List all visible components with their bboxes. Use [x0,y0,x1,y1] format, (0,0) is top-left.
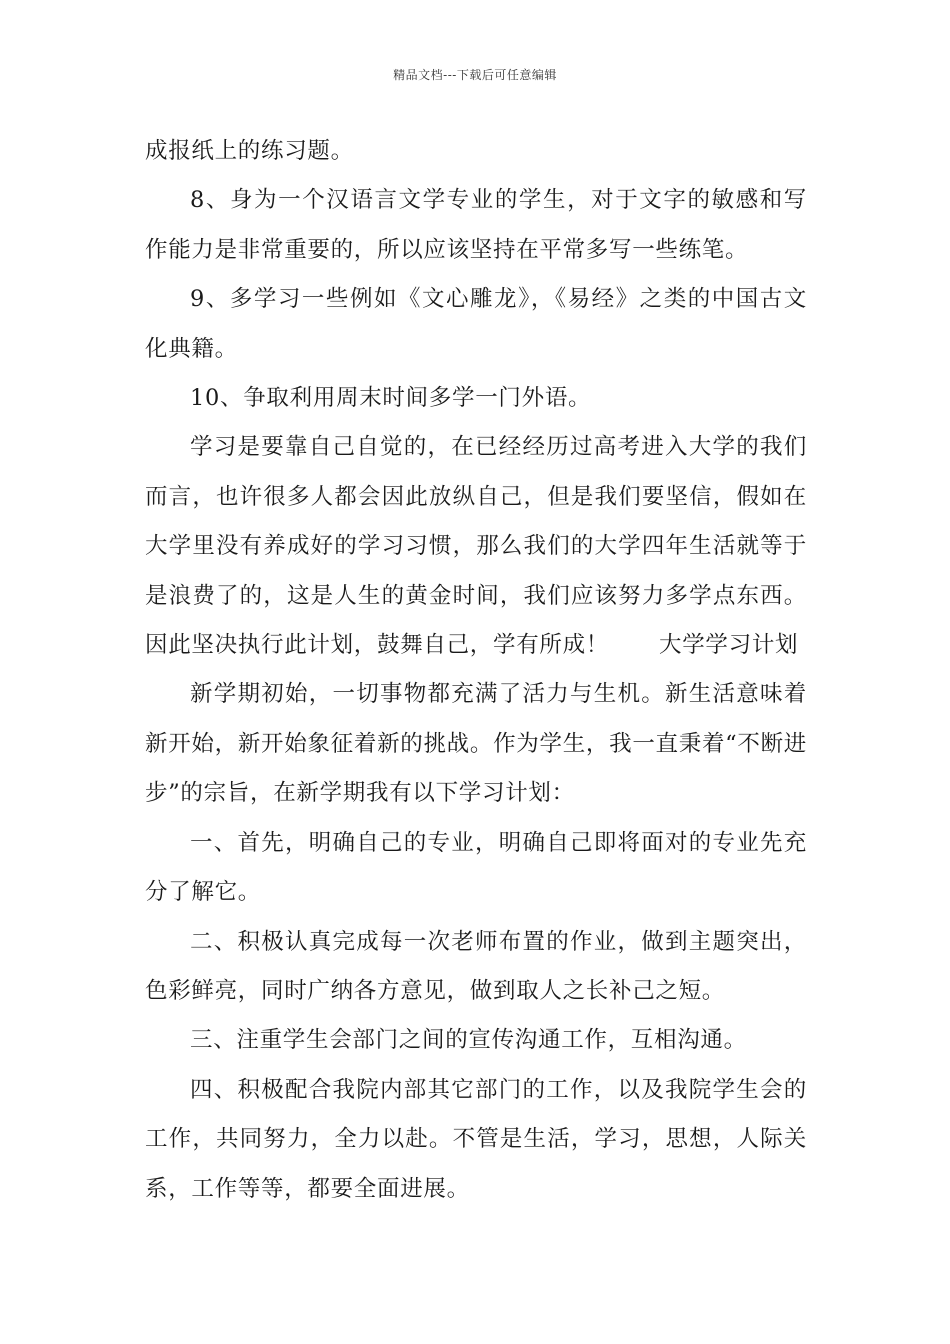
paragraph-plan-2: 二、积极认真完成每一次老师布置的作业，做到主题突出，色彩鲜亮，同时广纳各方意见，做到取人之长补己之短。 [145,928,807,1004]
paragraph-item-9: 9、多学习一些例如《文心雕龙》，《易经》之类的中国古文化典籍。 [145,286,807,362]
page-header: 精品文档---下载后可任意编辑 [393,68,557,82]
paragraph-plan-1: 一、首先，明确自己的专业，明确自己即将面对的专业先充分了解它。 [145,829,807,906]
section-title: 大学学习计划 [659,632,799,659]
paragraph-conclusion [145,423,807,670]
paragraph-continuation: 成报纸上的练习题。 [145,138,354,164]
paragraph-item-10: 10、争取利用周末时间多学一门外语。 [190,385,592,412]
paragraph-plan-4: 四、积极配合我院内部其它部门的工作，以及我院学生会的工作，共同努力，全力以赴。不管是生活，学习，思想，人际关系，工作等等，都要全面进展。 [145,1076,807,1202]
document-body [145,127,807,1214]
paragraph-item-8: 8、身为一个汉语言文学专业的学生，对于文字的敏感和写作能力是非常重要的，所以应该坚持在平常多写一些练笔。 [145,187,807,263]
paragraph-conclusion-text: 学习是要靠自己自觉的，在已经经历过高考进入大学的我们而言，也许很多人都会因此放纵自己，但是我们要坚信，假如在大学里没有养成好的学习习惯，那么我们的大学四年生活就等于是浪费了的，这是人生的黄金时间，我们应该努力多学点东西。因此坚决执行此计划，鼓舞自己，学有所成！ [145,434,807,659]
paragraph-plan-3: 三、注重学生会部门之间的宣传沟通工作，互相沟通。 [190,1027,747,1054]
paragraph-intro: 新学期初始，一切事物都充满了活力与生机。新生活意味着新开始，新开始象征着新的挑战。作为学生，我一直秉着“不断进步”的宗旨，在新学期我有以下学习计划： [145,681,807,807]
